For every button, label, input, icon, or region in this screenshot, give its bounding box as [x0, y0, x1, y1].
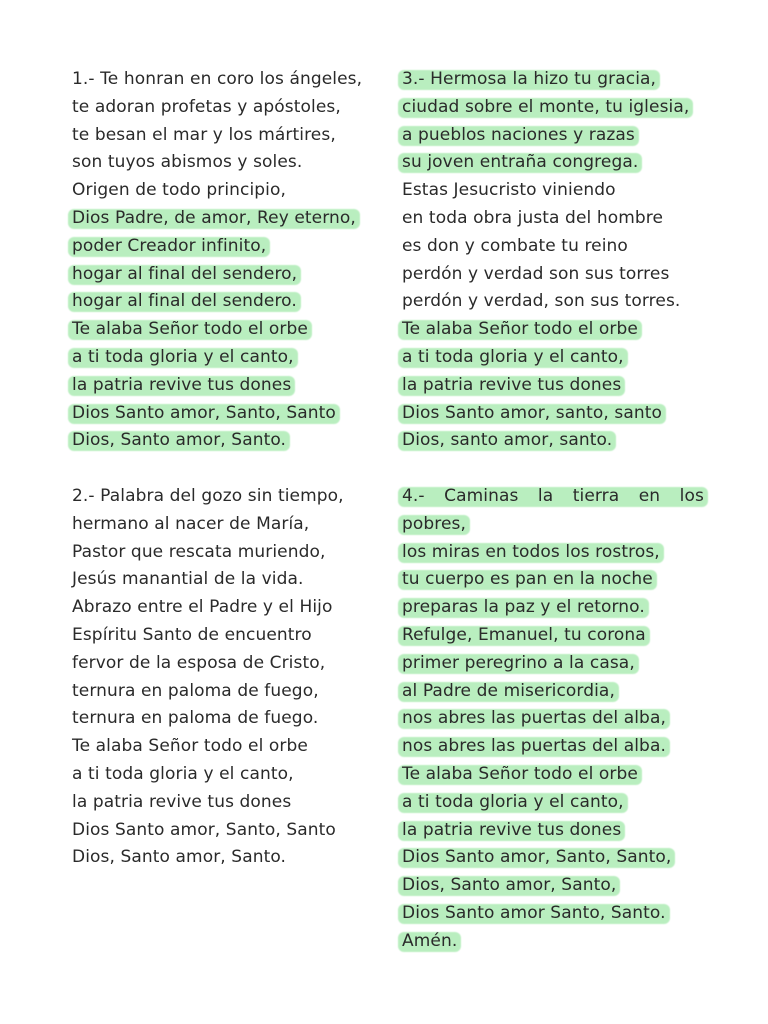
- verse-line-text: al Padre de misericordia,: [402, 680, 615, 701]
- verse-line-text: Te alaba Señor todo el orbe: [402, 319, 638, 340]
- verse-line-text: la patria revive tus dones: [402, 819, 622, 840]
- verse-line-text: [402, 485, 704, 507]
- verse-line: [402, 346, 624, 368]
- verse-line-text: Te alaba Señor todo el orbe: [72, 736, 308, 757]
- verse-word: tierra: [572, 486, 620, 506]
- verse-line: [72, 846, 286, 868]
- verse-line-text: pobres,: [402, 513, 467, 534]
- verse-line: [72, 96, 341, 118]
- verse-line-text: hogar al final del sendero.: [72, 291, 297, 312]
- verse-line-text: a pueblos naciones y razas: [402, 124, 635, 145]
- verse-line-text: perdón y verdad son sus torres: [402, 263, 670, 284]
- verse-line: [402, 429, 612, 451]
- verse-line: [72, 680, 319, 702]
- verse-line-text: es don y combate tu reino: [402, 235, 628, 256]
- verse-line-text: su joven entraña congrega.: [402, 152, 639, 173]
- verse-word: Caminas: [444, 486, 519, 506]
- verse-line: [402, 846, 671, 868]
- verse-line-text: ciudad sobre el monte, tu iglesia,: [402, 96, 690, 117]
- verse-word: la: [537, 486, 554, 506]
- verse-line: [72, 374, 291, 396]
- verse-word: en: [638, 486, 661, 506]
- verse-line-text: Espíritu Santo de encuentro: [72, 625, 312, 645]
- verse-line: [402, 902, 666, 924]
- verse-line-text: los miras en todos los rostros,: [402, 541, 660, 562]
- verse-line: [402, 874, 616, 896]
- verse-line-text: hermano al nacer de María,: [72, 513, 310, 534]
- verse-line: [402, 624, 646, 646]
- verse-line-text: Dios Santo amor, Santo, Santo,: [402, 847, 672, 868]
- verse-line-text: son tuyos abismos y soles.: [72, 152, 303, 173]
- verse-line-text: Dios, Santo amor, Santo,: [402, 875, 617, 896]
- verse-line: [402, 402, 662, 424]
- verse-line-text: Te alaba Señor todo el orbe: [402, 764, 638, 784]
- verse-line: [402, 791, 624, 813]
- verse-line: [402, 735, 666, 757]
- verse-line-text: Dios, Santo amor, Santo.: [72, 430, 287, 451]
- verse-line-text: 2.- Palabra del gozo sin tiempo,: [72, 486, 344, 506]
- verse-line-text: Dios Santo amor, Santo, Santo: [72, 819, 336, 840]
- verse-line-text: la patria revive tus dones: [72, 374, 292, 395]
- verse-line: [72, 179, 286, 201]
- verse-line: [402, 596, 645, 618]
- verse-line-text: a ti toda gloria y el canto,: [72, 764, 294, 784]
- verse-line-text: ternura en paloma de fuego,: [72, 680, 319, 701]
- verse-line: [72, 763, 294, 785]
- verse-line-text: nos abres las puertas del alba.: [402, 736, 666, 757]
- verse-line: [402, 290, 680, 312]
- verse-line-text: Refulge, Emanuel, tu corona: [402, 625, 646, 645]
- verse-line: [72, 652, 325, 674]
- verse-line: [72, 735, 308, 757]
- verse-line-text: 1.- Te honran en coro los ángeles,: [72, 69, 363, 89]
- verse-line: [402, 151, 638, 173]
- verse-line: [72, 485, 344, 507]
- verse-line-text: Dios, Santo amor, Santo.: [72, 847, 287, 868]
- verse-line: [72, 568, 304, 590]
- verse-line: [402, 930, 457, 952]
- verse-line: [72, 707, 318, 729]
- verse-line: [402, 541, 660, 563]
- verse-line-text: Dios, santo amor, santo.: [402, 430, 613, 451]
- verse-line-text: nos abres las puertas del alba,: [402, 708, 666, 729]
- verse-line: [402, 318, 638, 340]
- verse-line: [72, 791, 291, 813]
- verse-line-text: te besan el mar y los mártires,: [72, 124, 336, 145]
- verse-line: [72, 151, 302, 173]
- verse-line: [72, 819, 336, 841]
- verse-line: [402, 374, 621, 396]
- verse-line-text: preparas la paz y el retorno.: [402, 597, 645, 618]
- verse-word: 4.-: [402, 486, 425, 506]
- verse-line-text: Dios Santo amor, santo, santo: [402, 402, 663, 423]
- verse-line: [402, 235, 628, 257]
- verse-line: [402, 485, 704, 507]
- verse-line: [402, 707, 666, 729]
- verse-line-text: la patria revive tus dones: [402, 374, 622, 395]
- verse-line-text: tu cuerpo es pan en la noche: [402, 569, 653, 590]
- verse-line: [72, 235, 266, 257]
- verse-line-text: Origen de todo principio,: [72, 180, 287, 201]
- verse-line: [402, 763, 638, 785]
- verse-line-text: ternura en paloma de fuego.: [72, 708, 319, 729]
- verse-word: los: [679, 486, 704, 506]
- verse-line: [402, 680, 615, 702]
- verse-line-text: a ti toda gloria y el canto,: [72, 347, 294, 367]
- verse-line: [72, 124, 336, 146]
- verse-line-text: hogar al final del sendero,: [72, 263, 298, 284]
- verse-line: [402, 96, 689, 118]
- verse-line-text: la patria revive tus dones: [72, 791, 292, 812]
- verse-line-text: Pastor que rescata muriendo,: [72, 541, 326, 562]
- verse-line-text: Dios Santo amor, Santo, Santo: [72, 402, 336, 423]
- verse-line-text: te adoran profetas y apóstoles,: [72, 96, 341, 117]
- verse-line-text: Amén.: [402, 930, 458, 951]
- verse-line: [402, 207, 663, 229]
- verse-line: [402, 819, 621, 841]
- verse-line: [72, 290, 297, 312]
- verse-line: [72, 624, 312, 646]
- verse-line: [72, 207, 356, 229]
- verse-line: [402, 568, 653, 590]
- verse-line: [402, 124, 635, 146]
- verse-line-text: primer peregrino a la casa,: [402, 652, 635, 673]
- verse-line: [72, 402, 336, 424]
- verse-line-text: Dios Padre, de amor, Rey eterno,: [72, 208, 356, 228]
- verse-line: [72, 541, 326, 563]
- verse-line-text: Te alaba Señor todo el orbe: [72, 319, 308, 340]
- verse-line-text: Estas Jesucristo viniendo: [402, 180, 616, 201]
- verse-line-text: a ti toda gloria y el canto,: [402, 347, 624, 367]
- verse-line-text: perdón y verdad, son sus torres.: [402, 291, 681, 312]
- verse-line-text: a ti toda gloria y el canto,: [402, 791, 624, 812]
- verse-line: [72, 429, 286, 451]
- verse-line: [72, 596, 332, 618]
- verse-line-text: Abrazo entre el Padre y el Hijo: [72, 597, 333, 618]
- verse-line-text: fervor de la esposa de Cristo,: [72, 652, 326, 673]
- verse-line: [72, 68, 362, 90]
- verse-line: [72, 263, 297, 285]
- verse-line: [72, 346, 294, 368]
- verse-line-text: poder Creador infinito,: [72, 235, 267, 256]
- verse-line: [402, 263, 669, 285]
- verse-line: [402, 179, 616, 201]
- verse-line: [402, 68, 656, 90]
- verse-line: [72, 513, 309, 535]
- verse-line-text: en toda obra justa del hombre: [402, 208, 664, 228]
- verse-line: [402, 513, 466, 535]
- verse-line-text: 3.- Hermosa la hizo tu gracia,: [402, 69, 657, 89]
- verse-line-text: Dios Santo amor Santo, Santo.: [402, 903, 666, 923]
- verse-line-text: Jesús manantial de la vida.: [72, 569, 304, 590]
- verse-line: [72, 318, 308, 340]
- verse-line: [402, 652, 635, 674]
